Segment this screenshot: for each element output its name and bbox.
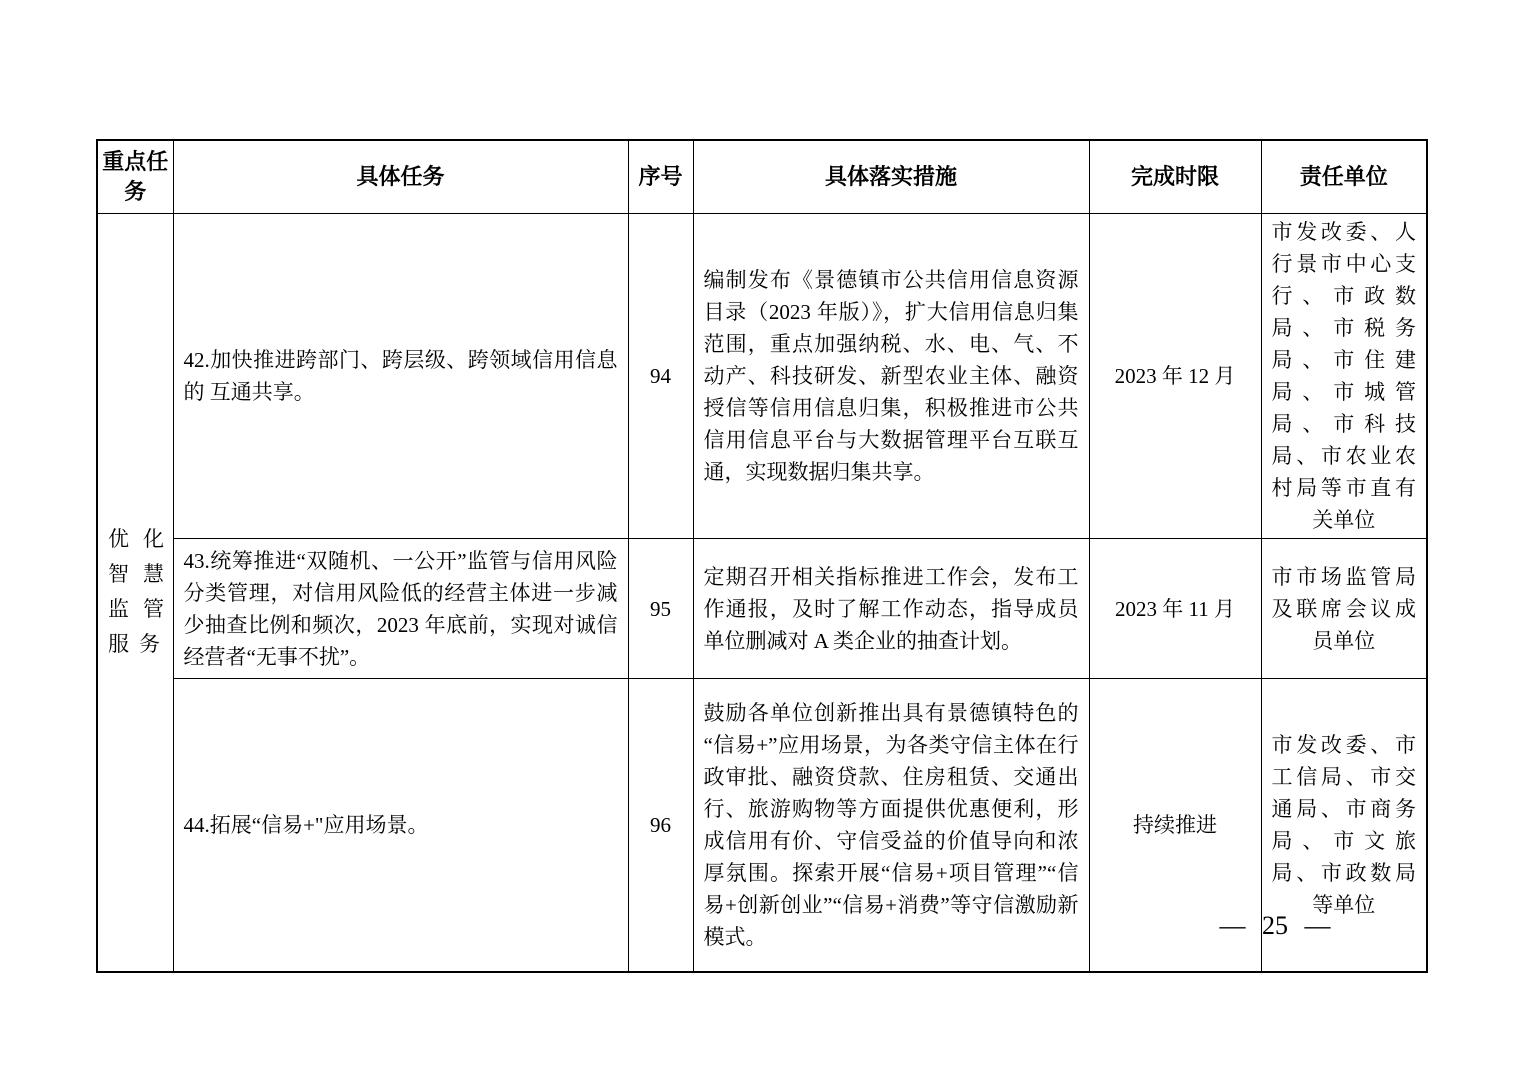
category-label: 优化智慧监管服务: [108, 527, 174, 657]
category-cell: [97, 214, 173, 972]
deadline-cell: 持续推进: [1089, 679, 1261, 972]
serial-cell: 94: [628, 214, 693, 539]
unit-cell: 市市场监管局及联席会议成员单位: [1261, 539, 1427, 679]
table-header-row: [97, 140, 1427, 214]
deadline-cell: 2023 年 11 月: [1089, 539, 1261, 679]
measures-cell: 鼓励各单位创新推出具有景德镇特色的“信易+”应用场景，为各类守信主体在行政审批、融资贷款、住房租赁、交通出行、旅游购物等方面提供优惠便利，形成信用有价、守信受益的价值导向和浓厚氛围。探索开展“信易+项目管理”“信易+创新创业”“信易+消费”等守信激励新模式。: [693, 679, 1089, 972]
page-number: — 25 —: [1219, 911, 1331, 940]
unit-cell: 市发改委、人行景市中心支行、市政数局、市税务局、市住建局、市城管局、市科技局、市农业农村局等市直有关单位: [1261, 214, 1427, 539]
deadline-cell: 2023 年 12 月: [1089, 214, 1261, 539]
serial-cell: 96: [628, 679, 693, 972]
header-measures: 具体落实措施: [693, 140, 1089, 214]
task-cell: 44.拓展“信易+"应用场景。: [173, 679, 628, 972]
task-cell: 42.加快推进跨部门、跨层级、跨领域信用信息的 互通共享。: [173, 214, 628, 539]
header-deadline: 完成时限: [1089, 140, 1261, 214]
header-serial: 序号: [628, 140, 693, 214]
measures-cell: 编制发布《景德镇市公共信用信息资源目录（2023 年版）》，扩大信用信息归集范围，重点加强纳税、水、电、气、不动产、科技研发、新型农业主体、融资授信等信用信息归集，积极推进市公共信用信息平台与大数据管理平台互联互通，实现数据归集共享。: [693, 214, 1089, 539]
task-plan-table: [96, 139, 1428, 973]
measures-cell: 定期召开相关指标推进工作会，发布工作通报，及时了解工作动态，指导成员单位删减对 A 类企业的抽查计划。: [693, 539, 1089, 679]
table-row: [97, 539, 1427, 679]
unit-cell: 市发改委、市工信局、市交通局、市商务局、市文旅局、市政数局等单位: [1261, 679, 1427, 972]
task-cell: 43.统筹推进“双随机、一公开”监管与信用风险分类管理，对信用风险低的经营主体进一步减少抽查比例和频次，2023 年底前，实现对诚信经营者“无事不扰”。: [173, 539, 628, 679]
header-key-task: 重点任务: [97, 140, 173, 214]
serial-cell: 95: [628, 539, 693, 679]
header-unit: 责任单位: [1261, 140, 1427, 214]
table-row: [97, 214, 1427, 539]
header-specific-task: 具体任务: [173, 140, 628, 214]
